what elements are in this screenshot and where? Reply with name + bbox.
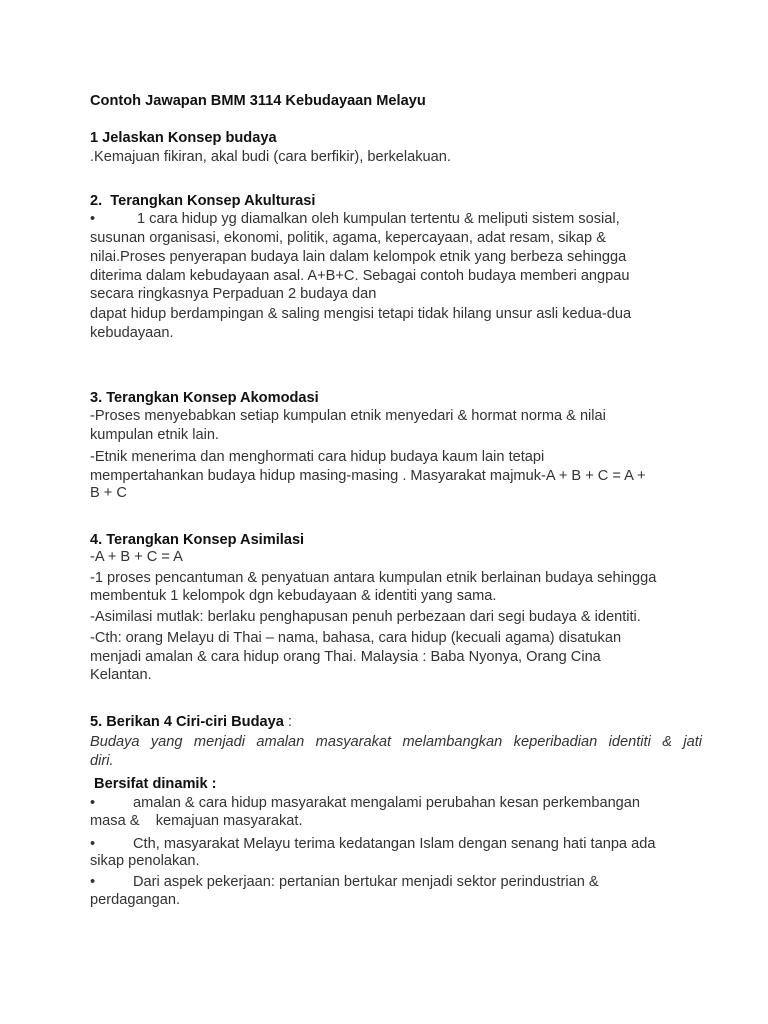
section-2-text: kebudayaan. bbox=[90, 325, 174, 341]
section-2-text: susunan organisasi, ekonomi, politik, agama, kepercayaan, adat resam, sikap & bbox=[90, 230, 606, 246]
section-3-text: mempertahankan budaya hidup masing-masing . Masyarakat majmuk-A + B + C = A + bbox=[90, 468, 646, 484]
section-5-text: amalan & cara hidup masyarakat mengalami perubahan kesan perkembangan bbox=[133, 795, 641, 811]
section-5-intro: Budaya yang menjadi amalan masyarakat melambangkan keperibadian identiti & jati bbox=[90, 734, 702, 750]
section-1-heading: 1 Jelaskan Konsep budaya bbox=[90, 130, 277, 146]
bullet-icon: • bbox=[90, 211, 96, 227]
section-4-text: -Cth: orang Melayu di Thai – nama, bahasa, cara hidup (kecuali agama) disatukan bbox=[90, 630, 622, 646]
section-5-text: sikap penolakan. bbox=[90, 853, 200, 869]
section-3-heading: 3. Terangkan Konsep Akomodasi bbox=[90, 390, 319, 406]
section-2-text: dapat hidup berdampingan & saling mengisi tetapi tidak hilang unsur asli kedua-dua bbox=[90, 306, 632, 322]
section-2-text: 1 cara hidup yg diamalkan oleh kumpulan tertentu & meliputi sistem sosial, bbox=[137, 211, 620, 227]
section-4-text: menjadi amalan & cara hidup orang Thai. Malaysia : Baba Nyonya, Orang Cina bbox=[90, 649, 601, 665]
section-4-text: -A + B + C = A bbox=[90, 549, 183, 565]
section-5-text: perdagangan. bbox=[90, 892, 181, 908]
section-2-heading: 2. Terangkan Konsep Akulturasi bbox=[90, 193, 316, 209]
document-title: Contoh Jawapan BMM 3114 Kebudayaan Melayu bbox=[90, 93, 426, 109]
section-2-text: nilai.Proses penyerapan budaya lain dalam kelompok etnik yang berbeza sehingga bbox=[90, 249, 627, 265]
section-4-text: membentuk 1 kelompok dgn kebudayaan & identiti yang sama. bbox=[90, 588, 497, 604]
bullet-icon: • bbox=[90, 795, 96, 811]
section-5-text: Dari aspek pekerjaan: pertanian bertukar menjadi sektor perindustrian & bbox=[133, 874, 599, 890]
bullet-icon: • bbox=[90, 874, 96, 890]
section-2-text: secara ringkasnya Perpaduan 2 budaya dan bbox=[90, 286, 377, 302]
section-4-text: -Asimilasi mutlak: berlaku penghapusan penuh perbezaan dari segi budaya & identiti. bbox=[90, 609, 641, 625]
section-5-subheading: Bersifat dinamik : bbox=[90, 776, 217, 792]
section-4-text: Kelantan. bbox=[90, 667, 152, 683]
section-3-text: -Proses menyebabkan setiap kumpulan etnik menyedari & hormat norma & nilai bbox=[90, 408, 606, 424]
section-4-heading: 4. Terangkan Konsep Asimilasi bbox=[90, 532, 305, 548]
section-5-intro: diri. bbox=[90, 753, 114, 769]
bullet-icon: • bbox=[90, 836, 96, 852]
section-3-text: B + C bbox=[90, 485, 127, 501]
section-3-text: kumpulan etnik lain. bbox=[90, 427, 219, 443]
section-5-heading: 5. Berikan 4 Ciri-ciri Budaya bbox=[90, 714, 284, 730]
section-1-text: .Kemajuan fikiran, akal budi (cara berfikir), berkelakuan. bbox=[90, 149, 451, 165]
section-5-text: masa & kemajuan masyarakat. bbox=[90, 813, 303, 829]
section-2-text: diterima dalam kebudayaan asal. A+B+C. Sebagai contoh budaya memberi angpau bbox=[90, 268, 630, 284]
section-5-text: Cth, masyarakat Melayu terima kedatangan Islam dengan senang hati tanpa ada bbox=[133, 836, 656, 852]
section-4-text: -1 proses pencantuman & penyatuan antara kumpulan etnik berlainan budaya sehingga bbox=[90, 570, 657, 586]
section-3-text: -Etnik menerima dan menghormati cara hidup budaya kaum lain tetapi bbox=[90, 449, 545, 465]
section-5-heading-colon: : bbox=[283, 714, 292, 730]
